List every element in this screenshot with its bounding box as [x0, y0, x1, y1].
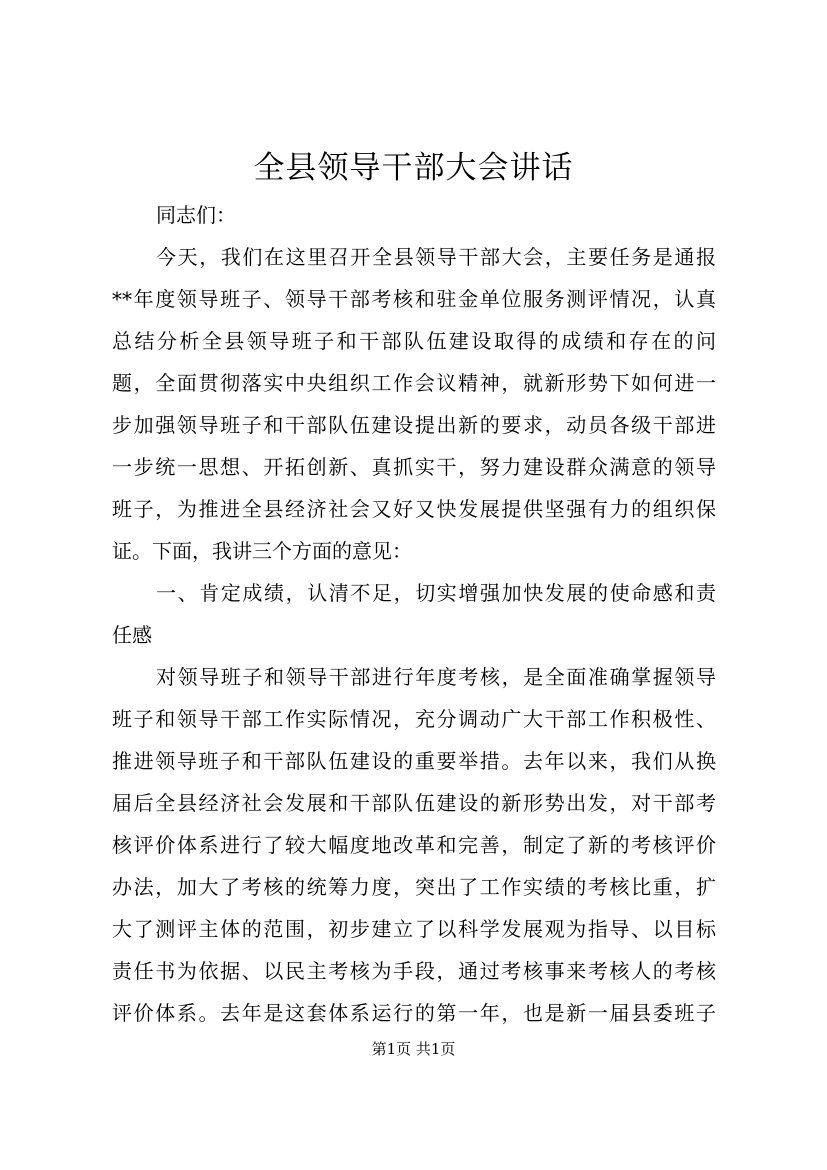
page-footer: 第1页 共1页: [371, 1040, 456, 1058]
text-line: 届后全县经济社会发展和干部队伍建设的新形势出发，对干部考: [112, 791, 716, 815]
text-line: 责任书为依据、以民主考核为手段，通过考核事来考核人的考核: [112, 959, 716, 983]
text-line: 步加强领导班子和干部队伍建设提出新的要求，动员各级干部进: [112, 413, 716, 437]
paragraph-intro: [112, 236, 716, 572]
text-line: 推进领导班子和干部队伍建设的重要举措。去年以来，我们从换: [112, 749, 716, 773]
text-line: 题，全面贯彻落实中央组织工作会议精神，就新形势下如何进一: [112, 371, 716, 395]
text-line: 核评价体系进行了较大幅度地改革和完善，制定了新的考核评价: [112, 833, 716, 857]
section-heading: [112, 572, 716, 656]
text-line: 一步统一思想、开拓创新、真抓实干，努力建设群众满意的领导: [112, 455, 716, 479]
text-line: 今天，我们在这里召开全县领导干部大会，主要任务是通报: [156, 245, 716, 269]
text-line: 总结分析全县领导班子和干部队伍建设取得的成绩和存在的问: [112, 329, 716, 353]
document-body: [112, 194, 716, 1034]
heading-line: 任感: [112, 623, 152, 647]
text-line: 评价体系。去年是这套体系运行的第一年，也是新一届县委班子: [112, 1001, 716, 1025]
text-line: 班子和领导干部工作实际情况，充分调动广大干部工作积极性、: [112, 707, 716, 731]
text-line: 班子，为推进全县经济社会又好又快发展提供坚强有力的组织保: [112, 497, 716, 521]
text-line: 大了测评主体的范围，初步建立了以科学发展观为指导、以目标: [112, 917, 716, 941]
text-line: 办法，加大了考核的统筹力度，突出了工作实绩的考核比重，扩: [112, 875, 716, 899]
paragraph-assessment: [112, 656, 716, 1034]
heading-line: 一、肯定成绩，认清不足，切实增强加快发展的使命感和责: [156, 581, 716, 605]
salutation: [112, 194, 716, 236]
document-title: 全县领导干部大会讲话: [253, 150, 574, 186]
text-line: **年度领导班子、领导干部考核和驻金单位服务测评情况，认真: [112, 287, 716, 311]
salutation-line: 同志们：: [156, 203, 236, 227]
text-line: 证。下面，我讲三个方面的意见：: [112, 539, 412, 563]
text-line: 对领导班子和领导干部进行年度考核，是全面准确掌握领导: [156, 665, 716, 689]
